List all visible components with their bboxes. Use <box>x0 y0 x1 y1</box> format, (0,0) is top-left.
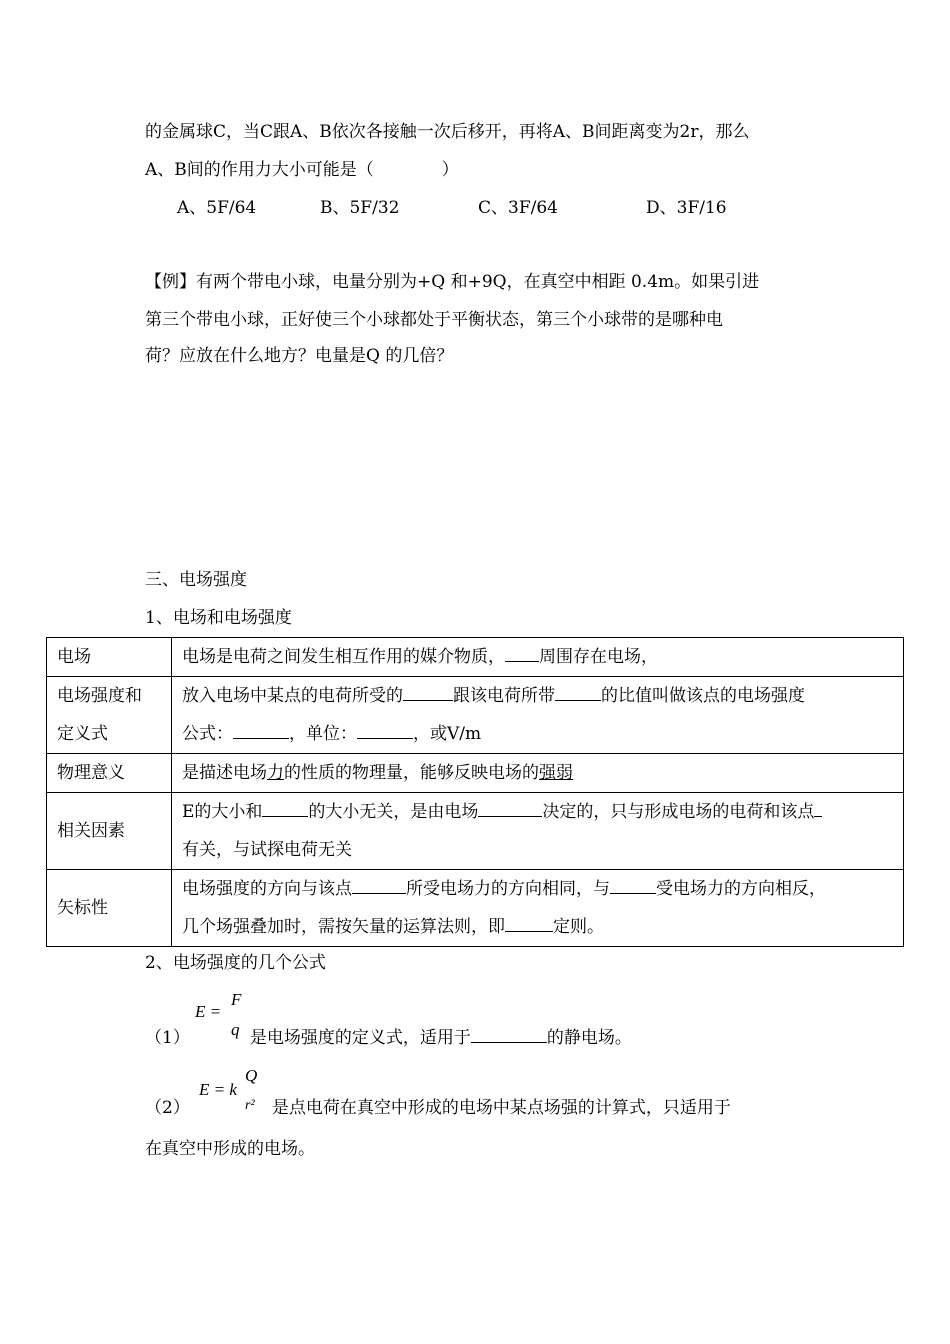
cell-text: 电场强度的方向与该点 <box>182 879 352 899</box>
cell-text: 所受电场力的方向相同，与 <box>406 879 610 899</box>
section-title: 三、电场强度 <box>145 570 247 590</box>
fill-blank[interactable] <box>478 798 542 817</box>
cell-text: 是描述电场 <box>182 763 267 783</box>
row-label-field: 电场 <box>47 638 172 677</box>
row-label-vector: 矢标性 <box>47 870 172 947</box>
formula-1-denominator: q <box>231 1020 240 1039</box>
cell-text: 有关，与试探电荷无关 <box>182 840 352 860</box>
formula-2-lhs: E = k <box>199 1080 237 1099</box>
cell-text: 电场是电荷之间发生相互作用的媒介物质， <box>182 647 505 667</box>
table-row <box>47 754 904 793</box>
fill-blank[interactable] <box>505 643 539 662</box>
cell-text: 决定的，只与形成电场的电荷和该点 <box>542 802 815 822</box>
example-line-3: 荷？应放在什么地方？电量是Q 的几倍？ <box>145 346 454 366</box>
option-a: A、5F/64 <box>177 198 257 218</box>
cell-text: 定则。 <box>553 917 604 937</box>
cell-text: ，单位： <box>289 724 357 744</box>
cell-text: 放入电场中某点的电荷所受的 <box>182 686 403 706</box>
formula-1-line <box>145 1024 632 1050</box>
cell-text: 跟该电荷所带 <box>453 686 555 706</box>
table-row <box>47 638 904 677</box>
row-label-meaning: 物理意义 <box>47 754 172 793</box>
underlined-text: 强弱 <box>539 763 573 783</box>
formula-1-number: （1） <box>145 1028 190 1048</box>
option-d: D、3F/16 <box>646 198 727 218</box>
field-definition-table <box>46 637 904 947</box>
formula-2-text: 是点电荷在真空中形成的电场中某点场强的计算式，只适用于 <box>271 1098 731 1118</box>
option-c: C、3F/64 <box>478 198 558 218</box>
underlined-text: 力 <box>267 763 284 783</box>
example-line-1: 【例】有两个带电小球，电量分别为+Q 和+9Q，在真空中相距 0.4m。如果引进 <box>145 272 760 292</box>
cell-text: 定义式 <box>57 724 108 744</box>
problem-line-2: A、B间的作用力大小可能是（ ） <box>145 160 459 180</box>
cell-text: 电场强度和 <box>57 686 142 706</box>
fill-blank[interactable] <box>403 682 453 701</box>
formula-1-text: 的静电场。 <box>546 1028 632 1048</box>
row-label-strength <box>47 677 172 754</box>
cell-text: 的比值叫做该点的电场强度 <box>601 686 805 706</box>
cell-text: 周围存在电场， <box>539 647 658 667</box>
fill-blank[interactable] <box>262 798 308 817</box>
fill-blank[interactable] <box>505 913 553 932</box>
option-b: B、5F/32 <box>320 198 400 218</box>
row-label-factors: 相关因素 <box>47 793 172 870</box>
table-row <box>47 677 904 754</box>
formula-2-numerator: Q <box>245 1066 258 1085</box>
table-row <box>47 870 904 947</box>
cell-text: 公式： <box>182 724 233 744</box>
row-content-strength <box>172 677 904 754</box>
formula-1-numerator: F <box>231 990 242 1009</box>
row-content-field <box>172 638 904 677</box>
table-row <box>47 793 904 870</box>
formula-1-text: 是电场强度的定义式，适用于 <box>249 1028 471 1048</box>
cell-text: ，或V/m <box>413 724 482 744</box>
fill-blank[interactable] <box>610 875 656 894</box>
formula-2-denominator: r² <box>245 1098 255 1113</box>
problem-line-1: 的金属球C，当C跟A、B依次各接触一次后移开，再将A、B间距离变为2r，那么 <box>145 122 750 142</box>
formula-2-number: （2） <box>145 1098 190 1118</box>
cell-text: 的大小无关，是由电场 <box>308 802 479 822</box>
cell-text: 几个场强叠加时，需按矢量的运算法则，即 <box>182 917 505 937</box>
row-content-vector <box>172 870 904 947</box>
formula-2-line-2: 在真空中形成的电场。 <box>145 1139 315 1159</box>
fill-blank[interactable] <box>352 875 406 894</box>
fill-blank[interactable] <box>814 798 822 817</box>
cell-text: 的性质的物理量，能够反映电场的 <box>284 763 539 783</box>
row-content-factors <box>172 793 904 870</box>
fill-blank[interactable] <box>555 682 601 701</box>
cell-text: E的大小和 <box>182 802 263 822</box>
fill-blank[interactable] <box>471 1024 547 1043</box>
fill-blank[interactable] <box>357 720 413 739</box>
subsection-1-title: 1、电场和电场强度 <box>145 608 292 628</box>
subsection-2-title: 2、电场强度的几个公式 <box>145 953 326 973</box>
example-line-2: 第三个带电小球，正好使三个小球都处于平衡状态，第三个小球带的是哪种电 <box>145 310 723 330</box>
row-content-meaning <box>172 754 904 793</box>
formula-1-lhs: E = <box>195 1002 222 1021</box>
fill-blank[interactable] <box>233 720 289 739</box>
cell-text: 受电场力的方向相反， <box>656 879 826 899</box>
formula-2-line <box>145 1096 731 1120</box>
